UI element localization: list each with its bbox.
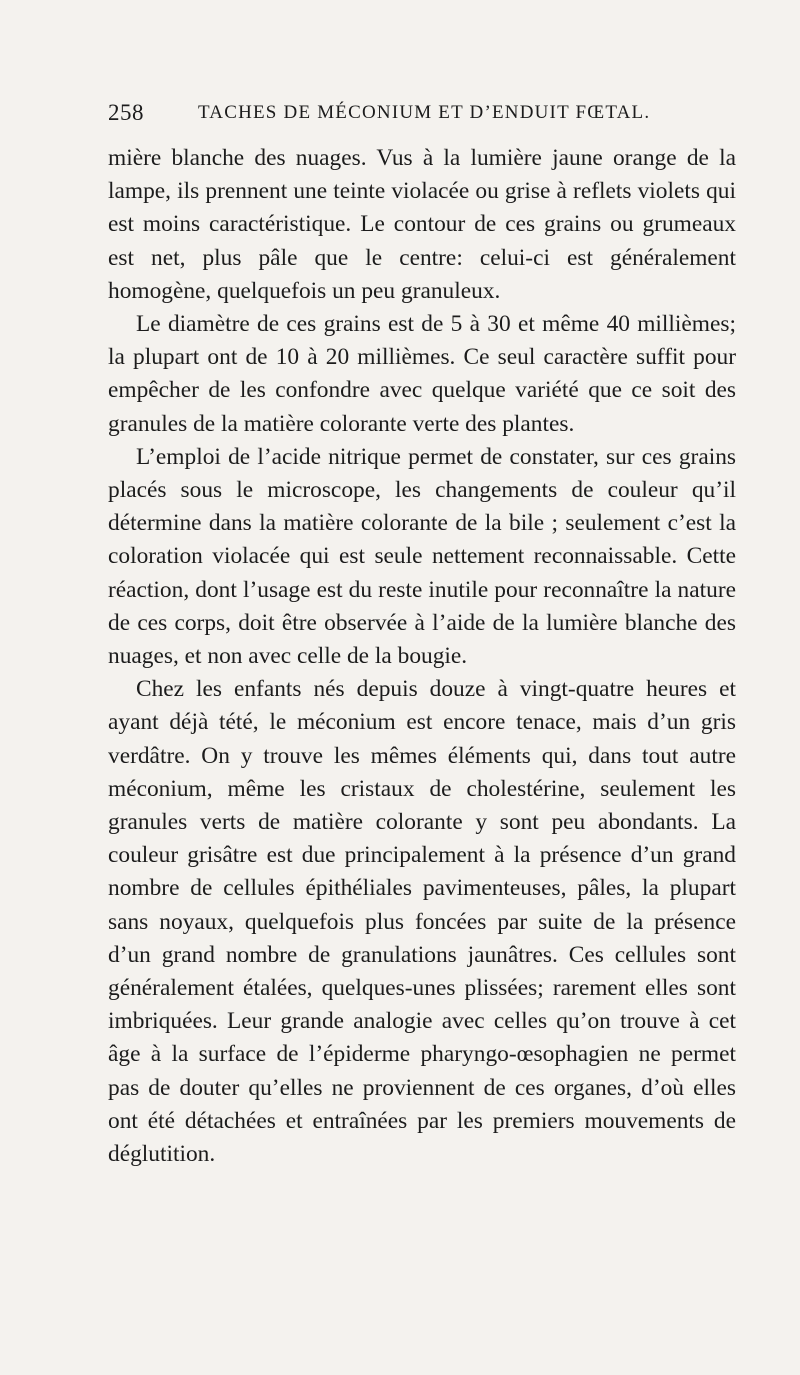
paragraph-grain-diameter: Le diamètre de ces grains est de 5 à 30 et même 40 millièmes; la plupart ont de 10 à 20 millièmes. Ce seul caractère suffit pour empêcher de les confondre avec quelque variété que ce soit des granules de la matière colorante verte des plantes.: [108, 311, 736, 437]
body-text: [108, 142, 736, 1171]
paragraph-infants-meconium: Chez les enfants nés depuis douze à vingt-quatre heures et ayant déjà tété, le méconium est encore tenace, mais d’un gris verdâtre. On y trouve les mêmes éléments qui, dans tout autre méconium, même les cristaux de cholestérine, seulement les granules verts de matière colorante y sont peu abondants. La couleur grisâtre est due principalement à la présence d’un grand nombre de cellules épithéliales pavimenteuses, pâles, la plupart sans noyaux, quelquefois plus foncées par suite de la présence d’un grand nombre de granulations jaunâtres. Ces cellules sont généralement étalées, quelques-unes plissées; rarement elles sont imbriquées. Leur grande analogie avec celles qu’on trouve à cet âge à la surface de l’épiderme pharyngo-œsophagien ne permet pas de douter qu’elles ne proviennent de ces organes, d’où elles ont été détachées et entraînées par les premiers mouvements de déglutition.: [108, 676, 736, 1168]
paragraph-continuation: mière blanche des nuages. Vus à la lumière jaune orange de la lampe, ils prennent une teinte violacée ou grise à reflets violets qui est moins caractéristique. Le contour de ces grains ou grumeaux est net, plus pâle que le centre: celui-ci est généralement homogène, quelquefois un peu granuleux.: [108, 145, 736, 304]
running-head: TACHES DE MÉCONIUM ET D’ENDUIT FŒTAL.: [198, 102, 651, 123]
page-header: [108, 100, 651, 134]
paragraph-nitric-acid: L’emploi de l’acide nitrique permet de constater, sur ces grains placés sous le microscope, les changements de couleur qu’il détermine dans la matière colorante de la bile ; seulement c’est la coloration violacée qui est seule nettement reconnaissable. Cette réaction, dont l’usage est du reste inutile pour reconnaître la nature de ces corps, doit être observée à l’aide de la lumière blanche des nuages, et non avec celle de la bougie.: [108, 443, 736, 670]
page-number: 258: [108, 100, 144, 125]
